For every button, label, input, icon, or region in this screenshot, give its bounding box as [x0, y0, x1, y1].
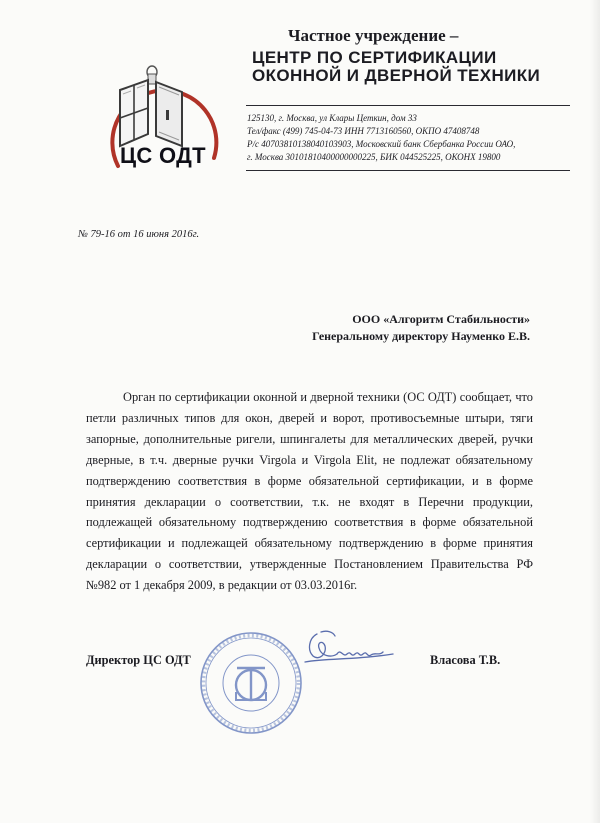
header-divider-top: [246, 105, 570, 106]
signatory-title: Директор ЦС ОДТ: [86, 653, 191, 667]
recipient-person: Генеральному директору Науменко Е.В.: [312, 329, 530, 343]
address-line: 125130, г. Москва, ул Клары Цеткин, дом 33: [247, 113, 417, 123]
recipient-company: ООО «Алгоритм Стабильности»: [352, 312, 530, 326]
organization-name-line1: ЦЕНТР ПО СЕРТИФИКАЦИИ: [252, 48, 497, 67]
bank-account-line: Р/с 40703810138040103903, Московский банк Сбербанка России ОАО,: [247, 139, 516, 149]
recipient-block: [312, 311, 530, 345]
bank-details-line: г. Москва 30101810400000000225, БИК 044525225, ОКОНХ 19800: [247, 152, 501, 162]
organization-type: Частное учреждение –: [288, 26, 459, 45]
round-seal-stamp: [198, 630, 304, 736]
handwritten-signature: [297, 628, 399, 672]
organization-name-line2: ОКОННОЙ И ДВЕРНОЙ ТЕХНИКИ: [252, 66, 541, 85]
phone-tax-line: Тел/факс (499) 745-04-73 ИНН 7713160560, ОКПО 47408748: [247, 126, 480, 136]
signatory-name: Власова Т.В.: [430, 653, 501, 667]
letter-body: Орган по сертификации оконной и дверной техники (ОС ОДТ) сообщает, что петли различных типов для окон, дверей и ворот, противосъемные штыри, тяги запорные, дополнительные ригели, шпингалеты для металлических дверей, ручки дверные, в т.ч. дверные ручки Virgola и Virgola Elit, не подлежат обязательному подтверждению соответствия в форме обязательной сертификации, и в форме принятия декларации о соответствии, т.к. не входят в Перечни продукции, подлежащей обязательному подтверждению соответствия в форме обязательной сертификации и подлежащей обязательному подтверждению в форме принятия декларации о соответствии, утвержденные Постановлением Правительства РФ №982 от 1 декабря 2009, в редакции от 03.03.2016г.: [86, 390, 533, 593]
header-divider-bottom: [246, 170, 570, 171]
contact-details: [247, 112, 515, 164]
logo-text: ЦС ОДТ: [120, 143, 206, 168]
document-number: № 79-16 от 16 июня 2016г.: [78, 229, 200, 240]
